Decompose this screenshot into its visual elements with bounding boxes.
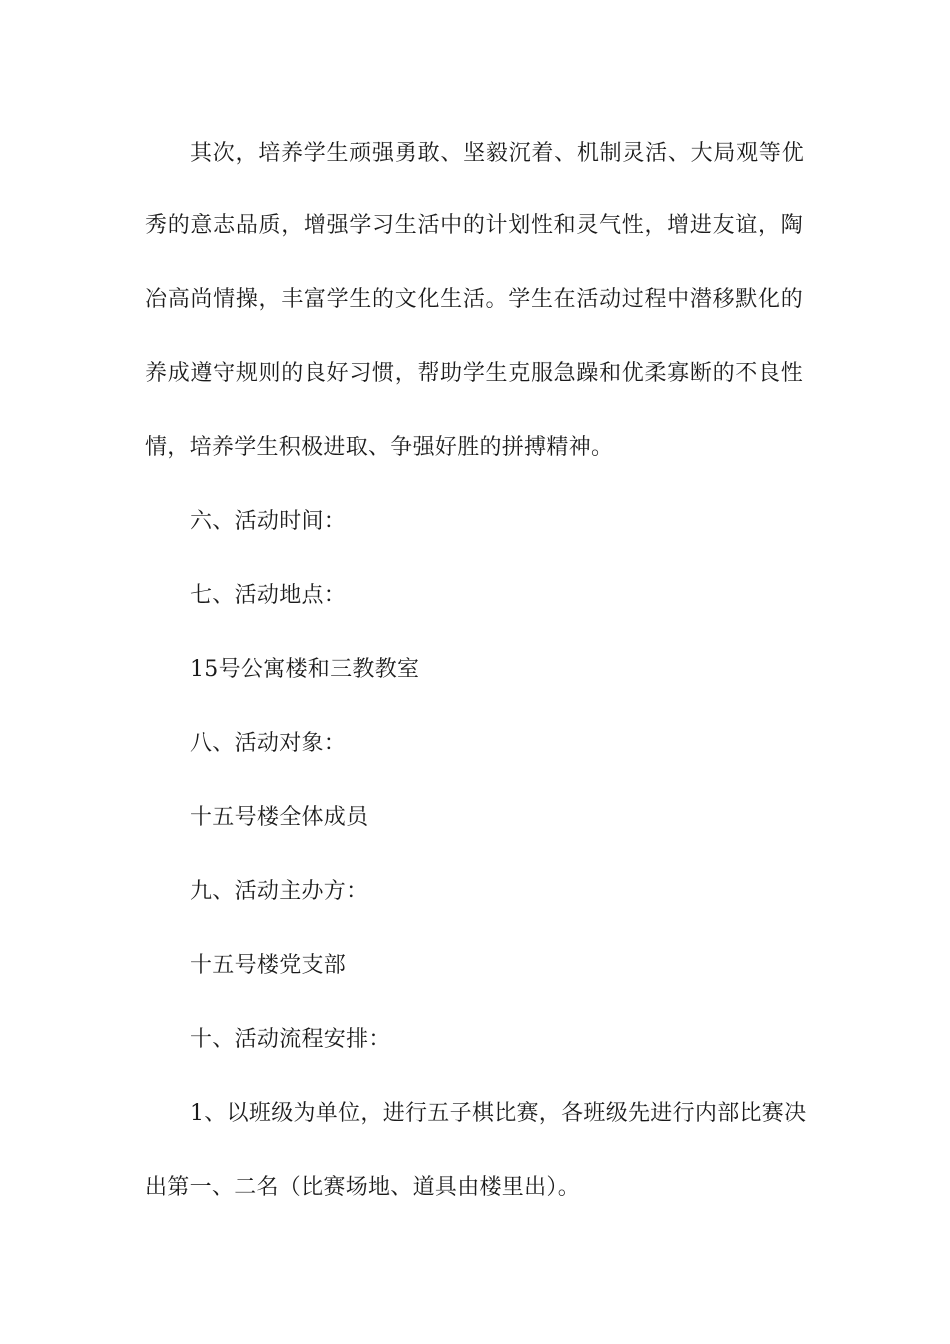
- section-content-organizer: 十五号楼党支部: [190, 953, 347, 978]
- section-heading-schedule: 十、活动流程安排：: [190, 1027, 391, 1052]
- paragraph-line: 秀的意志品质，增强学习生活中的计划性和灵气性，增进友谊，陶: [145, 213, 803, 238]
- section-heading-time: 六、活动时间：: [190, 509, 347, 534]
- paragraph-line: 养成遵守规则的良好习惯，帮助学生克服急躁和优柔寡断的不良性: [145, 361, 803, 386]
- schedule-step-line: 出第一、二名（比赛场地、道具由楼里出）。: [145, 1175, 581, 1200]
- section-heading-audience: 八、活动对象：: [190, 731, 347, 756]
- paragraph-line: 其次，培养学生顽强勇敢、坚毅沉着、机制灵活、大局观等优: [190, 141, 804, 166]
- paragraph-line: 情，培养学生积极进取、争强好胜的拼搏精神。: [145, 435, 614, 460]
- section-content-audience: 十五号楼全体成员: [190, 805, 369, 830]
- section-heading-organizer: 九、活动主办方：: [190, 879, 369, 904]
- paragraph-line: 冶高尚情操，丰富学生的文化生活。学生在活动过程中潜移默化的: [145, 287, 803, 312]
- schedule-step-line: 1、以班级为单位，进行五子棋比赛，各班级先进行内部比赛决: [190, 1101, 807, 1126]
- section-heading-location: 七、活动地点：: [190, 583, 347, 608]
- section-content-location: 15号公寓楼和三教教室: [190, 657, 420, 682]
